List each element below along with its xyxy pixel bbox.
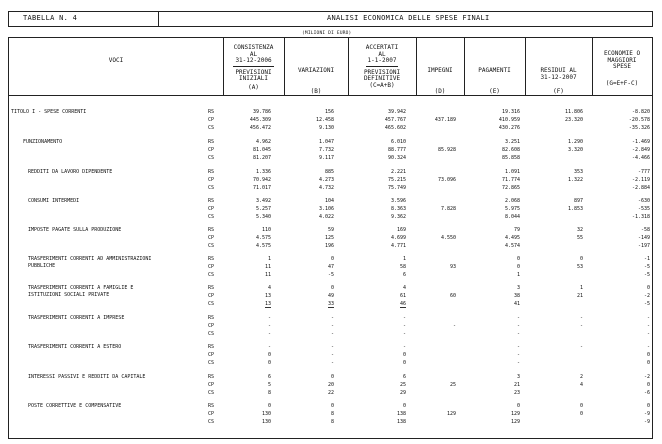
cell-value: 6 — [267, 374, 271, 380]
cell-value: - — [516, 315, 520, 321]
table-title: ANALISI ECONOMICA DELLE SPESE FINALI — [327, 14, 490, 22]
row-key-cs: CS — [208, 155, 215, 161]
cell-value: 20 — [327, 382, 334, 388]
cell-value: -9 — [643, 419, 650, 425]
cell-value: 0 — [516, 403, 520, 409]
cell-value: - — [402, 315, 406, 321]
row-label: REDDITI DA LAVORO DIPENDENTE — [28, 169, 113, 175]
cell-value: 0 — [402, 360, 406, 366]
cell-value: 130 — [261, 419, 271, 425]
cell-value: 138 — [396, 419, 406, 425]
header-consistenza: CONSISTENZA AL 31-12-2006 PREVISIONI INIZIALI (A) — [233, 44, 274, 91]
cell-value: 0 — [267, 403, 271, 409]
cell-value: 0 — [646, 403, 650, 409]
cell-value: 1.290 — [567, 139, 583, 145]
cell-value: 196 — [324, 243, 334, 249]
row-key-cp: CP — [208, 323, 215, 329]
row-label: TITOLO I - SPESE CORRENTI — [11, 109, 87, 115]
cell-value: 93 — [449, 264, 456, 270]
cell-value: - — [267, 331, 271, 337]
row-key-cs: CS — [208, 390, 215, 396]
cell-value: 4.550 — [440, 235, 456, 241]
cell-value: - — [267, 323, 271, 329]
cell-value: 60 — [449, 293, 456, 299]
row-key-cs: CS — [208, 272, 215, 278]
cell-value: 3.106 — [318, 206, 334, 212]
header-variazioni: VARIAZIONI — [297, 67, 335, 74]
cell-value: 0 — [579, 256, 583, 262]
cell-value: -5 — [643, 264, 650, 270]
cell-value: 125 — [324, 235, 334, 241]
cell-value: 29 — [399, 390, 406, 396]
cell-value: -535 — [637, 206, 650, 212]
row-key-rs: RS — [208, 169, 215, 175]
cell-value: 3 — [516, 285, 520, 291]
cell-value: 456.472 — [249, 125, 271, 131]
cell-value: -5 — [643, 272, 650, 278]
row-key-cs: CS — [208, 331, 215, 337]
cell-value: 55 — [576, 235, 583, 241]
cell-value: 1.047 — [318, 139, 334, 145]
cell-value: 22 — [327, 390, 334, 396]
row-key-rs: RS — [208, 285, 215, 291]
cell-value: 0 — [330, 285, 334, 291]
cell-value: 138 — [396, 411, 406, 417]
row-key-cs: CS — [208, 125, 215, 131]
cell-value: 11 — [264, 264, 271, 270]
row-key-rs: RS — [208, 109, 215, 115]
cell-value: 53 — [576, 264, 583, 270]
row-key-cs: CS — [208, 214, 215, 220]
cell-value: 5.257 — [255, 206, 271, 212]
cell-value: 3.492 — [255, 198, 271, 204]
row-label: TRASFERIMENTI CORRENTI AD AMMINISTRAZIONI — [28, 256, 152, 262]
cell-value: 85.858 — [501, 155, 520, 161]
row-key-rs: RS — [208, 403, 215, 409]
cell-value: 4 — [579, 382, 583, 388]
cell-value: 4 — [267, 285, 271, 291]
cell-value: - — [267, 315, 271, 321]
cell-value: 1.091 — [504, 169, 520, 175]
cell-value: -1.318 — [631, 214, 650, 220]
cell-value: -6 — [643, 390, 650, 396]
cell-value: - — [330, 360, 334, 366]
row-key-cp: CP — [208, 293, 215, 299]
cell-value: 13 — [264, 301, 271, 307]
cell-value: - — [646, 344, 650, 350]
cell-value: - — [402, 323, 406, 329]
cell-value: 9.117 — [318, 155, 334, 161]
cell-value: 8.044 — [504, 214, 520, 220]
cell-value: 885 — [324, 169, 334, 175]
cell-value: 3 — [516, 374, 520, 380]
cell-value: - — [330, 315, 334, 321]
cell-value: 156 — [324, 109, 334, 115]
cell-value: 5 — [267, 382, 271, 388]
header-pagamenti: PAGAMENTI — [478, 67, 511, 74]
row-label: TRASFERIMENTI CORRENTI A FAMIGLIE E — [28, 285, 134, 291]
cell-value: 110 — [261, 227, 271, 233]
cell-value: 23.320 — [564, 117, 583, 123]
cell-value: -5 — [327, 272, 334, 278]
cell-value: 129 — [510, 411, 520, 417]
cell-value: 23 — [513, 390, 520, 396]
cell-value: -2 — [643, 374, 650, 380]
cell-value: - — [452, 323, 456, 329]
cell-value: 4.495 — [504, 235, 520, 241]
cell-value: 130 — [261, 411, 271, 417]
cell-value: 11 — [264, 272, 271, 278]
cell-value: - — [402, 331, 406, 337]
row-label: INTERESSI PASSIVI E REDDITI DA CAPITALE — [28, 374, 146, 380]
units-subtitle: (MILIONI DI EURO) — [302, 31, 352, 36]
col-divider — [284, 38, 285, 95]
cell-value: 8 — [267, 390, 271, 396]
cell-value: 5.340 — [255, 214, 271, 220]
cell-value: 81.045 — [252, 147, 271, 153]
cell-value: 70.942 — [252, 177, 271, 183]
cell-value: 58 — [399, 264, 406, 270]
cell-value: 39.942 — [387, 109, 406, 115]
cell-value: 3.596 — [390, 198, 406, 204]
row-key-cp: CP — [208, 264, 215, 270]
row-key-rs: RS — [208, 198, 215, 204]
cell-value: 46 — [399, 301, 406, 307]
cell-value: 4.022 — [318, 214, 334, 220]
cell-value: 61 — [399, 293, 406, 299]
row-key-cp: CP — [208, 206, 215, 212]
cell-value: 410.959 — [498, 117, 520, 123]
cell-value: 71.017 — [252, 185, 271, 191]
row-key-cs: CS — [208, 419, 215, 425]
cell-value: 1.336 — [255, 169, 271, 175]
cell-value: - — [516, 323, 520, 329]
cell-value: 8.363 — [390, 206, 406, 212]
header-economie: ECONOMIE O MAGGIORI SPESE (G=E+F-C) — [603, 50, 641, 87]
cell-value: 1 — [267, 256, 271, 262]
cell-value: 5.975 — [504, 206, 520, 212]
cell-value: - — [646, 331, 650, 337]
cell-value: - — [516, 344, 520, 350]
cell-value: 2 — [579, 374, 583, 380]
cell-value: -9 — [643, 411, 650, 417]
row-key-cs: CS — [208, 301, 215, 307]
cell-value: 2.221 — [390, 169, 406, 175]
cell-value: -2.884 — [631, 185, 650, 191]
cell-value: 0 — [516, 264, 520, 270]
cell-value: - — [579, 315, 583, 321]
header-voci: VOCI — [108, 57, 124, 64]
cell-value: -630 — [637, 198, 650, 204]
cell-value: 897 — [573, 198, 583, 204]
cell-value: -2 — [643, 293, 650, 299]
title-divider — [158, 12, 159, 26]
cell-value: 7.828 — [440, 206, 456, 212]
cell-value: 90.324 — [387, 155, 406, 161]
cell-value: 0 — [516, 256, 520, 262]
cell-value: 21 — [513, 382, 520, 388]
cell-value: 13 — [264, 293, 271, 299]
cell-value: 4.575 — [255, 243, 271, 249]
cell-value: 75.215 — [387, 177, 406, 183]
cell-value: - — [579, 344, 583, 350]
header-accertati: ACCERTATI AL 1-1-2007 PREVISIONI DEFINITIVE (C=A+B) — [363, 44, 401, 89]
cell-value: - — [646, 323, 650, 329]
cell-value: 39.786 — [252, 109, 271, 115]
cell-value: 430.276 — [498, 125, 520, 131]
data-table — [8, 37, 653, 439]
cell-value: 88.777 — [387, 147, 406, 153]
cell-value: 9.362 — [390, 214, 406, 220]
row-label: IMPOSTE PAGATE SULLA PRODUZIONE — [28, 227, 122, 233]
header-residui: RESIDUI AL 31-12-2007 — [540, 67, 577, 81]
cell-value: 41 — [513, 301, 520, 307]
header-f: (F) — [553, 88, 564, 95]
row-key-cs: CS — [208, 243, 215, 249]
cell-value: 1.322 — [567, 177, 583, 183]
row-label: FUNZIONAMENTO — [23, 139, 63, 145]
cell-value: 0 — [402, 403, 406, 409]
cell-value: -35.326 — [628, 125, 650, 131]
cell-value: 0 — [646, 382, 650, 388]
cell-value: 25 — [449, 382, 456, 388]
header-e: (E) — [489, 88, 500, 95]
header-b: (B) — [310, 88, 322, 95]
cell-value: 4.771 — [390, 243, 406, 249]
cell-value: -2.849 — [631, 147, 650, 153]
cell-value: 72.865 — [501, 185, 520, 191]
cell-value: 8 — [330, 411, 334, 417]
cell-value: 104 — [324, 198, 334, 204]
cell-value: -1 — [643, 256, 650, 262]
row-key-cp: CP — [208, 411, 215, 417]
cell-value: 81.207 — [252, 155, 271, 161]
cell-value: - — [516, 360, 520, 366]
cell-value: -197 — [637, 243, 650, 249]
cell-value: 4 — [402, 285, 406, 291]
cell-value: 0 — [267, 352, 271, 358]
row-key-cs: CS — [208, 185, 215, 191]
cell-value: 445.309 — [249, 117, 271, 123]
cell-value: - — [330, 323, 334, 329]
cell-value: 1.853 — [567, 206, 583, 212]
table-title-bar — [8, 11, 653, 27]
cell-value: 6 — [402, 374, 406, 380]
cell-value: - — [646, 315, 650, 321]
cell-value: - — [330, 331, 334, 337]
cell-value: 0 — [646, 352, 650, 358]
cell-value: 0 — [330, 256, 334, 262]
cell-value: 4.962 — [255, 139, 271, 145]
row-key-cp: CP — [208, 117, 215, 123]
cell-value: 0 — [330, 374, 334, 380]
header-d: (D) — [434, 88, 446, 95]
cell-value: - — [402, 344, 406, 350]
cell-value: 457.767 — [384, 117, 406, 123]
row-key-cs: CS — [208, 360, 215, 366]
row-key-cp: CP — [208, 147, 215, 153]
col-divider — [525, 38, 526, 95]
cell-value: 0 — [579, 411, 583, 417]
cell-value: 129 — [510, 419, 520, 425]
cell-value: 437.189 — [434, 117, 456, 123]
cell-value: 4.273 — [318, 177, 334, 183]
cell-value: 47 — [327, 264, 334, 270]
cell-value: 85.928 — [437, 147, 456, 153]
cell-value: 0 — [646, 285, 650, 291]
cell-value: 6.010 — [390, 139, 406, 145]
cell-value: 73.096 — [437, 177, 456, 183]
cell-value: - — [267, 344, 271, 350]
cell-value: 49 — [327, 293, 334, 299]
row-key-cp: CP — [208, 177, 215, 183]
cell-value: - — [579, 323, 583, 329]
col-divider — [464, 38, 465, 95]
col-divider — [416, 38, 417, 95]
row-key-rs: RS — [208, 139, 215, 145]
row-label: CONSUMI INTERMEDI — [28, 198, 80, 204]
cell-value: 8 — [330, 419, 334, 425]
cell-value: 4.732 — [318, 185, 334, 191]
cell-value: 465.602 — [384, 125, 406, 131]
cell-value: 0 — [267, 360, 271, 366]
cell-value: 4.574 — [504, 243, 520, 249]
row-key-rs: RS — [208, 374, 215, 380]
cell-value: 0 — [330, 403, 334, 409]
cell-value: 12.458 — [315, 117, 334, 123]
row-label: TRASFERIMENTI CORRENTI A ESTERO — [28, 344, 122, 350]
row-label: PUBBLICHE — [28, 263, 56, 269]
cell-value: 1 — [402, 256, 406, 262]
cell-value: 38 — [513, 293, 520, 299]
row-label: POSTE CORRETTIVE E COMPENSATIVE — [28, 403, 122, 409]
cell-value: -8.820 — [631, 109, 650, 115]
cell-value: 0 — [402, 352, 406, 358]
row-label: ISTITUZIONI SOCIALI PRIVATE — [28, 292, 110, 298]
cell-value: -5 — [643, 301, 650, 307]
cell-value: 71.774 — [501, 177, 520, 183]
cell-value: 129 — [446, 411, 456, 417]
cell-value: 4.575 — [255, 235, 271, 241]
cell-value: 19.316 — [501, 109, 520, 115]
row-label: TRASFERIMENTI CORRENTI A IMPRESE — [28, 315, 125, 321]
cell-value: 33 — [327, 301, 334, 307]
cell-value: 4.699 — [390, 235, 406, 241]
cell-value: 3.320 — [567, 147, 583, 153]
cell-value: 1 — [579, 285, 583, 291]
cell-value: 75.749 — [387, 185, 406, 191]
cell-value: -2.119 — [631, 177, 650, 183]
row-key-cp: CP — [208, 382, 215, 388]
cell-value: - — [330, 344, 334, 350]
cell-value: 1 — [516, 272, 520, 278]
cell-value: 6 — [402, 272, 406, 278]
cell-value: 0 — [579, 403, 583, 409]
cell-value: -58 — [640, 227, 650, 233]
row-key-rs: RS — [208, 315, 215, 321]
cell-value: 2.068 — [504, 198, 520, 204]
cell-value: 0 — [646, 360, 650, 366]
cell-value: -1.469 — [631, 139, 650, 145]
cell-value: 59 — [327, 227, 334, 233]
cell-value: 169 — [396, 227, 406, 233]
row-key-rs: RS — [208, 227, 215, 233]
header-impegni: IMPEGNI — [427, 67, 453, 74]
cell-value: 7.732 — [318, 147, 334, 153]
cell-value: 25 — [399, 382, 406, 388]
cell-value: 21 — [576, 293, 583, 299]
row-key-cp: CP — [208, 235, 215, 241]
row-key-rs: RS — [208, 256, 215, 262]
cell-value: - — [330, 352, 334, 358]
cell-value: - — [516, 352, 520, 358]
row-key-cp: CP — [208, 352, 215, 358]
cell-value: 3.251 — [504, 139, 520, 145]
row-key-rs: RS — [208, 344, 215, 350]
cell-value: -777 — [637, 169, 650, 175]
cell-value: 9.130 — [318, 125, 334, 131]
cell-value: - — [516, 331, 520, 337]
cell-value: 11.806 — [564, 109, 583, 115]
cell-value: -4.466 — [631, 155, 650, 161]
cell-value: 353 — [573, 169, 583, 175]
cell-value: 79 — [513, 227, 520, 233]
cell-value: 32 — [576, 227, 583, 233]
cell-value: 82.608 — [501, 147, 520, 153]
cell-value: -20.578 — [628, 117, 650, 123]
cell-value: -149 — [637, 235, 650, 241]
table-label: TABELLA N. 4 — [23, 14, 78, 22]
